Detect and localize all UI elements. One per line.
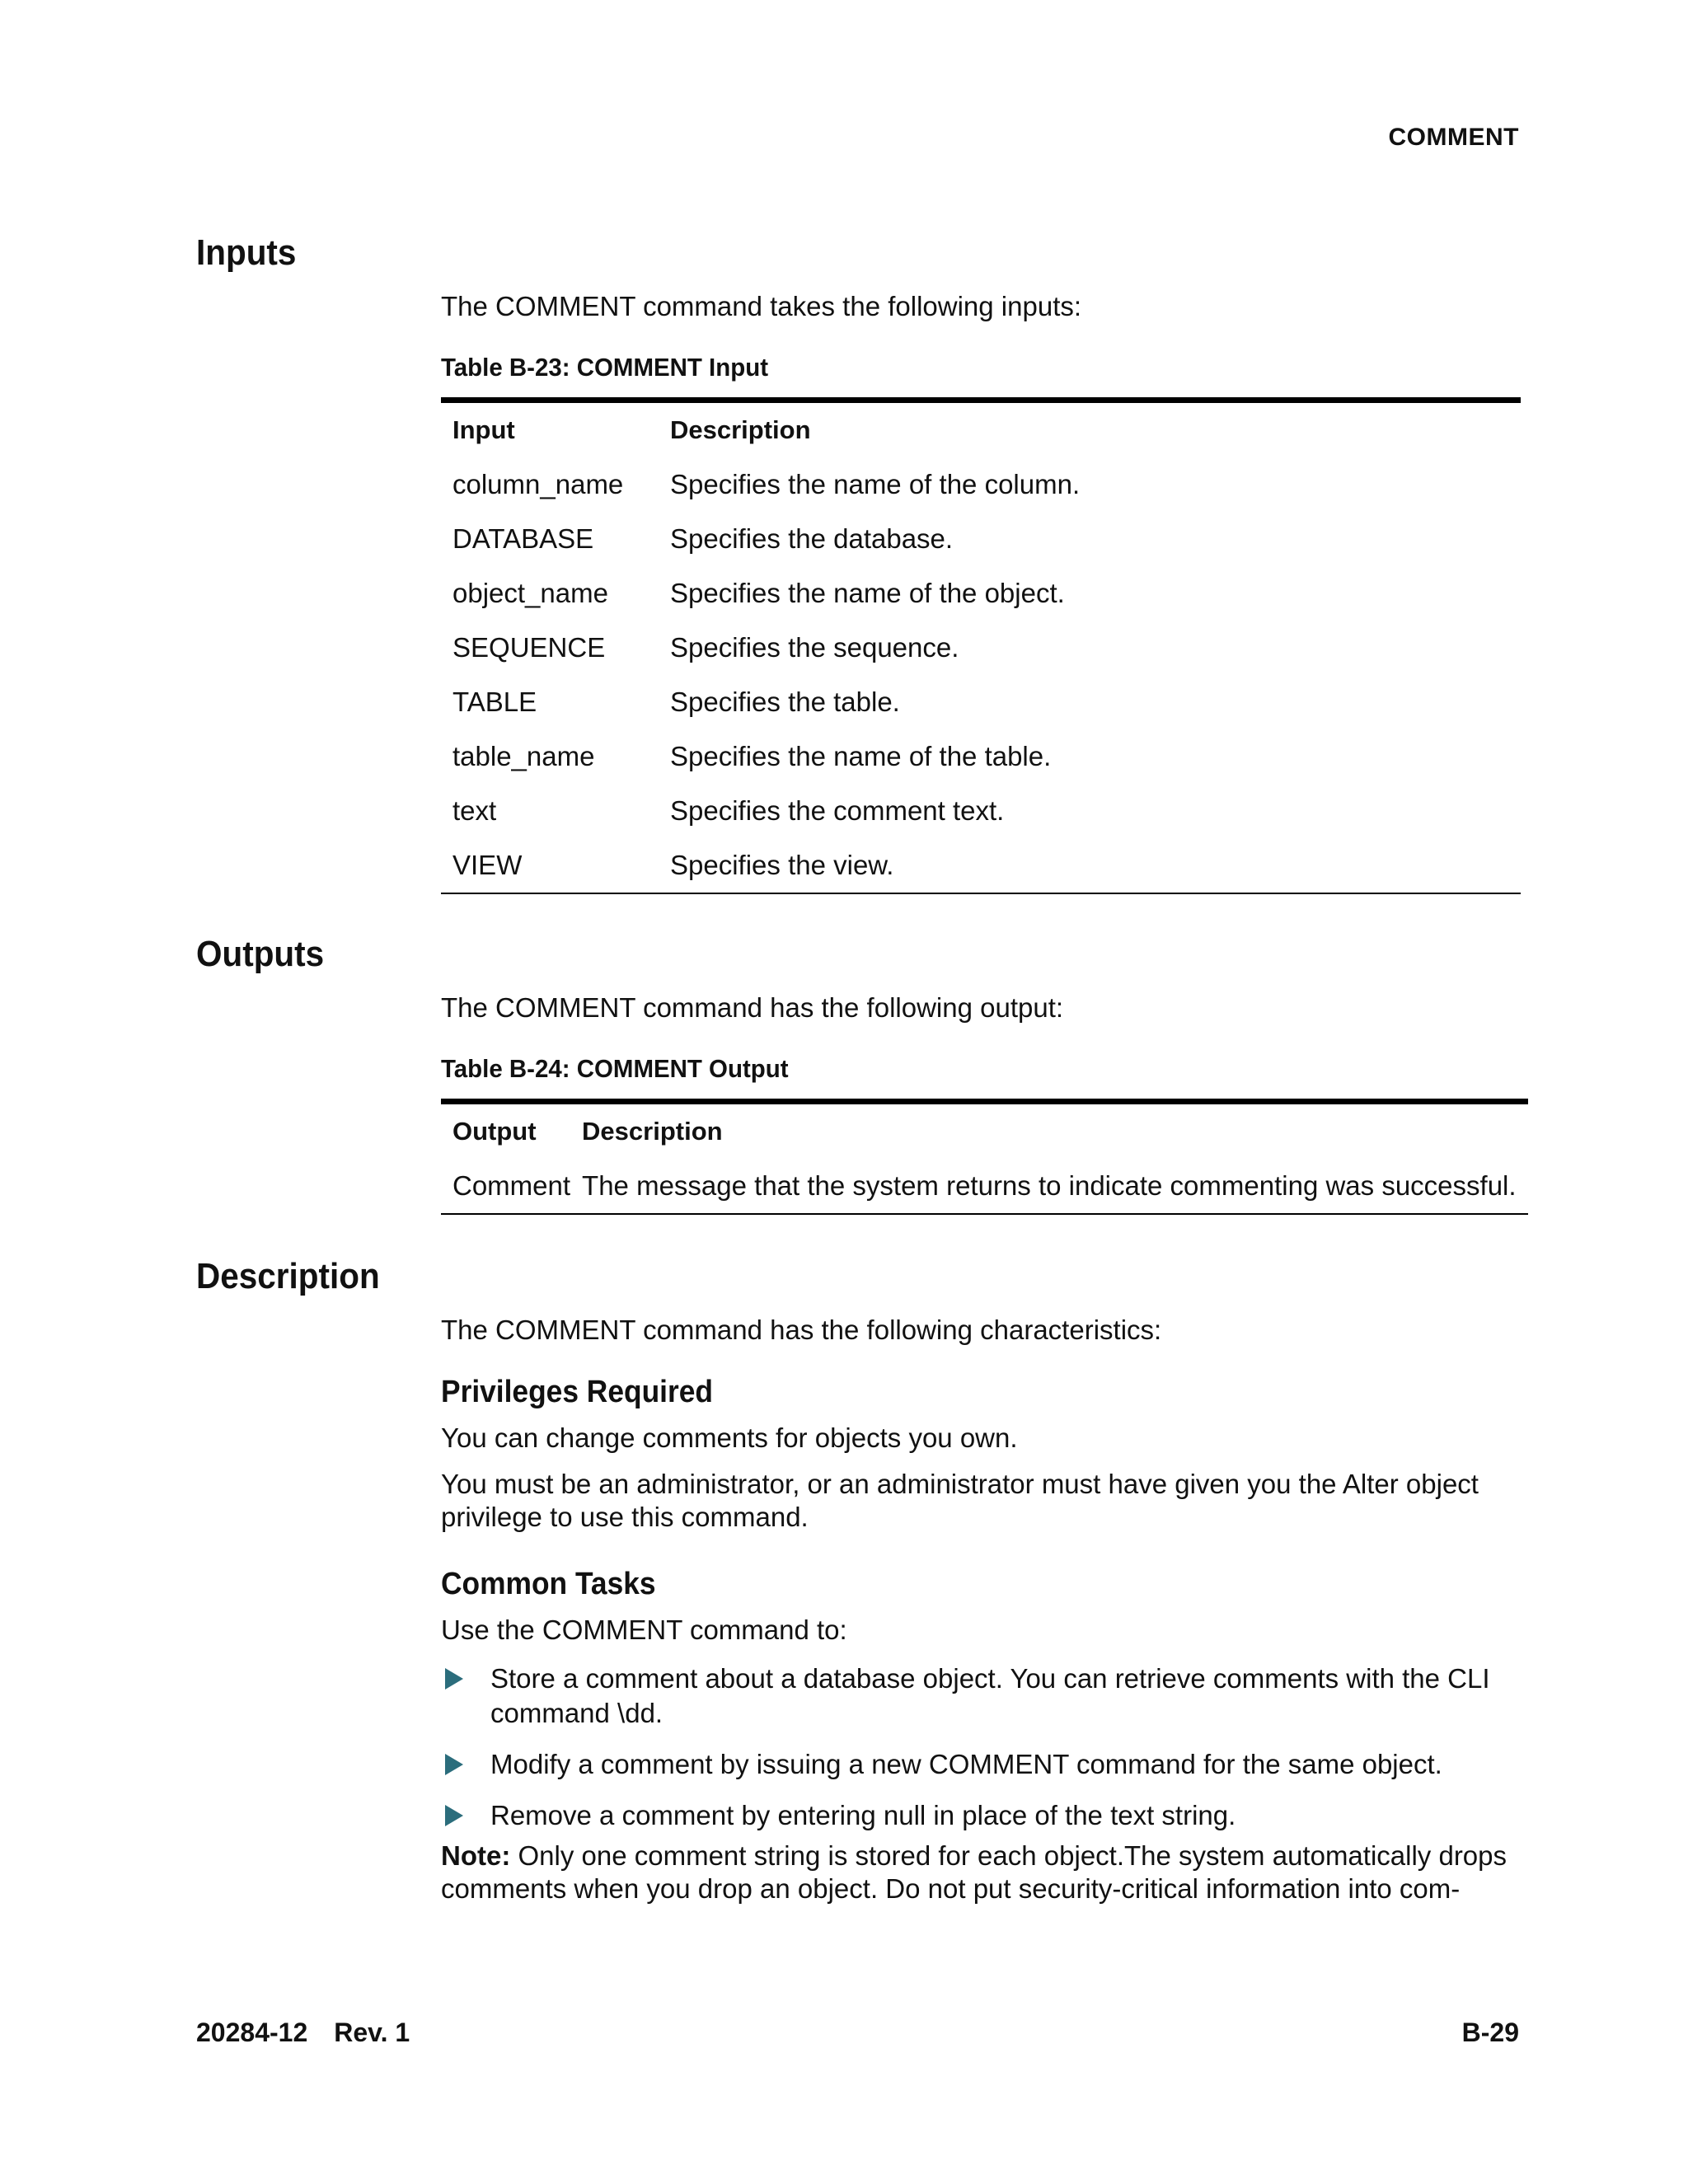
table-row bbox=[441, 675, 1521, 729]
privileges-paragraph: You can change comments for objects you own. bbox=[441, 1422, 1018, 1453]
output-description-cell: The message that the system returns to indicate commenting was successful. bbox=[582, 1170, 1517, 1201]
list-item-text: Store a comment about a database object. You can retrieve comments with the CLI command \dd. bbox=[490, 1663, 1490, 1728]
input-name-cell: SEQUENCE bbox=[452, 632, 606, 663]
input-name-cell: object_name bbox=[452, 578, 608, 608]
outputs-heading: Outputs bbox=[196, 934, 325, 974]
privileges-heading: Privileges Required bbox=[441, 1375, 713, 1409]
output-name-cell: Comment bbox=[452, 1170, 571, 1201]
inputs-heading: Inputs bbox=[196, 232, 297, 273]
input-name-cell: column_name bbox=[452, 469, 624, 499]
privileges-paragraph: You must be an administrator, or an administrator must have given you the Alter object privilege to use this command. bbox=[441, 1469, 1479, 1532]
doc-number: 20284-12 bbox=[196, 2018, 308, 2047]
common-tasks-heading: Common Tasks bbox=[441, 1567, 656, 1601]
input-description-cell: Specifies the view. bbox=[670, 850, 894, 880]
inputs-intro: The COMMENT command takes the following inputs: bbox=[441, 291, 1082, 321]
triangle-right-icon bbox=[445, 1805, 463, 1826]
outputs-table-caption: Table B-24: COMMENT Output bbox=[441, 1054, 789, 1083]
input-name-cell: table_name bbox=[452, 741, 595, 771]
page-number: B-29 bbox=[1461, 2018, 1519, 2047]
column-header-input: Input bbox=[452, 415, 515, 444]
input-description-cell: Specifies the database. bbox=[670, 523, 954, 554]
input-name-cell: TABLE bbox=[452, 687, 537, 717]
list-item bbox=[441, 1661, 1521, 1731]
input-description-cell: Specifies the name of the column. bbox=[670, 469, 1081, 499]
input-description-cell: Specifies the name of the table. bbox=[670, 741, 1052, 771]
table-row bbox=[441, 1159, 1528, 1214]
table-row bbox=[441, 621, 1521, 675]
inputs-table-caption: Table B-23: COMMENT Input bbox=[441, 353, 769, 382]
list-item-text: Remove a comment by entering null in place of the text string. bbox=[490, 1800, 1236, 1830]
revision: Rev. 1 bbox=[334, 2018, 410, 2047]
input-name-cell: DATABASE bbox=[452, 523, 594, 554]
outputs-intro: The COMMENT command has the following output: bbox=[441, 992, 1064, 1023]
list-item bbox=[441, 1798, 1521, 1833]
table-row bbox=[441, 512, 1521, 566]
footer-doc-info bbox=[196, 2018, 410, 2048]
column-header-description: Description bbox=[582, 1117, 723, 1146]
note-paragraph bbox=[441, 1840, 1521, 1905]
column-header-output: Output bbox=[452, 1117, 537, 1146]
outputs-table bbox=[441, 1099, 1528, 1215]
input-description-cell: Specifies the sequence. bbox=[670, 632, 959, 663]
common-tasks-list bbox=[441, 1661, 1521, 1833]
triangle-right-icon bbox=[445, 1754, 463, 1775]
note-label: Note: bbox=[441, 1840, 511, 1871]
table-row bbox=[441, 729, 1521, 784]
table-header-row bbox=[441, 401, 1521, 458]
input-name-cell: VIEW bbox=[452, 850, 523, 880]
input-description-cell: Specifies the comment text. bbox=[670, 795, 1005, 826]
input-description-cell: Specifies the name of the object. bbox=[670, 578, 1065, 608]
input-description-cell: Specifies the table. bbox=[670, 687, 900, 717]
input-name-cell: text bbox=[452, 795, 497, 826]
inputs-table bbox=[441, 397, 1521, 894]
column-header-description: Description bbox=[670, 415, 811, 444]
list-item-text: Modify a comment by issuing a new COMMENT command for the same object. bbox=[490, 1749, 1442, 1779]
triangle-right-icon bbox=[445, 1668, 463, 1690]
outputs-content bbox=[441, 991, 1522, 1215]
common-tasks-intro: Use the COMMENT command to: bbox=[441, 1615, 847, 1645]
table-header-row bbox=[441, 1102, 1528, 1160]
description-heading: Description bbox=[196, 1256, 380, 1296]
table-row bbox=[441, 838, 1521, 893]
table-row bbox=[441, 566, 1521, 621]
table-row bbox=[441, 457, 1521, 512]
note-text: Only one comment string is stored for each object.The system automatically drops comments when you drop an object. Do not put security-critical information into com- bbox=[441, 1840, 1507, 1904]
description-intro: The COMMENT command has the following characteristics: bbox=[441, 1315, 1162, 1345]
running-header: COMMENT bbox=[1388, 124, 1519, 151]
list-item bbox=[441, 1747, 1521, 1782]
description-content bbox=[441, 1314, 1521, 1905]
inputs-content bbox=[441, 290, 1521, 894]
table-row bbox=[441, 784, 1521, 838]
